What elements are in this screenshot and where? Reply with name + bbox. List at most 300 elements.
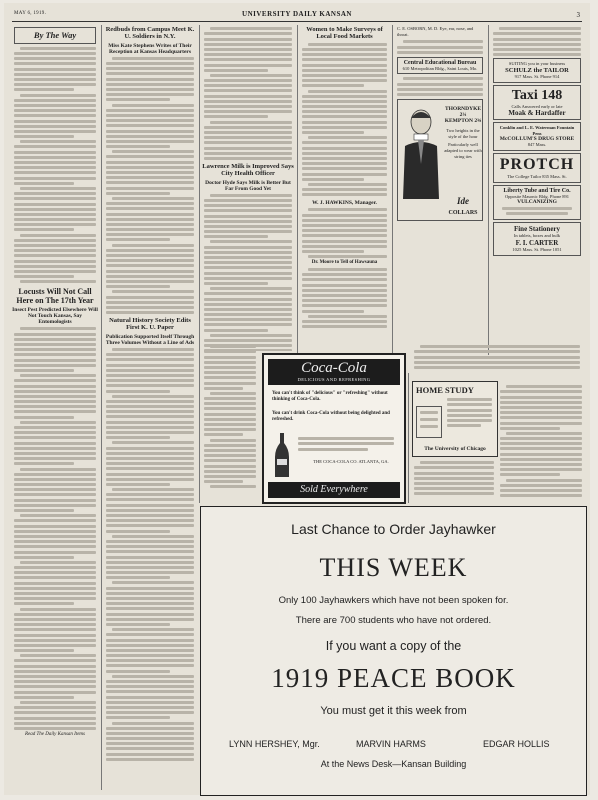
text-line — [14, 145, 96, 148]
text-line — [14, 509, 74, 512]
text-line — [506, 479, 582, 482]
text-line — [14, 120, 96, 123]
text-line — [302, 152, 387, 155]
schulz-name: SCHULZ the TAILOR — [505, 66, 569, 74]
article-body — [104, 348, 196, 761]
text-line — [302, 304, 387, 307]
text-line — [210, 392, 256, 395]
text-line — [14, 114, 96, 117]
text-line — [20, 94, 96, 97]
text-line — [20, 187, 96, 190]
text-line — [106, 358, 194, 361]
text-line — [14, 338, 96, 341]
text-line — [14, 597, 96, 600]
text-line — [106, 379, 194, 382]
text-line — [308, 90, 387, 93]
text-line — [14, 634, 96, 637]
text-line — [493, 32, 581, 35]
text-line — [20, 374, 96, 377]
text-line — [302, 250, 364, 253]
jayhawker-ad — [200, 506, 587, 796]
text-line — [106, 301, 194, 304]
text-line — [106, 405, 194, 408]
text-line — [106, 758, 194, 761]
column-rule — [101, 25, 102, 790]
text-line — [106, 623, 170, 626]
column-6-ads — [491, 25, 583, 365]
issue-date: MAY 6, 1919. — [14, 11, 47, 16]
text-line — [204, 251, 292, 254]
drug-store-address: 847 Mass. — [527, 142, 547, 148]
text-line — [302, 58, 387, 61]
text-line — [106, 540, 194, 543]
man-portrait-illustration — [401, 104, 441, 199]
text-line — [204, 110, 292, 113]
text-line — [302, 273, 387, 276]
text-line — [106, 602, 194, 605]
text-line — [14, 540, 96, 543]
text-line — [403, 40, 483, 43]
text-line — [204, 266, 292, 269]
text-line — [414, 361, 580, 364]
text-line — [414, 356, 580, 359]
text-line — [14, 431, 96, 434]
text-line — [14, 364, 96, 367]
text-line — [302, 84, 364, 87]
taxi-number: Taxi 148 — [511, 87, 563, 103]
text-line — [106, 88, 194, 91]
text-line — [106, 576, 170, 579]
collar-heights-text: Two heights in the style of the hour — [446, 128, 480, 139]
drug-store-name: McCOLLUM'S DRUG STORE — [499, 136, 575, 143]
text-line — [204, 53, 292, 56]
article-body — [300, 208, 389, 258]
text-line — [500, 442, 582, 445]
text-line — [302, 147, 387, 150]
text-line — [302, 294, 387, 297]
text-line — [14, 395, 96, 398]
text-line — [106, 259, 194, 262]
text-line — [14, 628, 96, 631]
text-line — [414, 477, 494, 480]
text-line — [204, 366, 256, 369]
text-line — [112, 290, 194, 293]
text-line — [500, 416, 582, 419]
text-line — [14, 254, 96, 257]
text-line — [106, 374, 194, 377]
jayhawker-title: Last Chance to Order Jayhawker — [291, 521, 496, 537]
home-study-emblem — [416, 406, 442, 438]
text-line — [302, 64, 387, 67]
text-line — [106, 369, 194, 372]
text-line — [106, 426, 194, 429]
text-line — [414, 472, 494, 475]
text-line — [302, 193, 387, 196]
collar-subtext: Particularly well adapted to wear with string ties — [444, 142, 482, 159]
text-line — [500, 401, 582, 404]
text-line — [14, 556, 74, 559]
text-line — [210, 240, 292, 243]
text-line — [506, 385, 582, 388]
text-line — [500, 463, 582, 466]
jayhawker-line-1: Only 100 Jayhawkers which have not been spoken for. — [278, 595, 509, 606]
home-study-ad — [412, 381, 498, 457]
text-line — [414, 482, 494, 485]
text-line — [106, 711, 194, 714]
article-body — [12, 327, 98, 729]
column-rule — [297, 25, 298, 355]
text-line — [106, 597, 194, 600]
text-line — [106, 390, 170, 393]
text-line — [14, 499, 96, 502]
vulcanizing: VULCANIZING — [517, 199, 557, 206]
page-number: 3 — [576, 11, 580, 19]
text-line — [302, 219, 387, 222]
protch-sub: The College Tailor 835 Mass. St. — [507, 174, 567, 180]
text-line — [14, 333, 96, 336]
text-line — [302, 48, 387, 51]
text-line — [14, 203, 96, 206]
coca-cola-ad — [262, 353, 406, 504]
text-line — [106, 421, 194, 424]
collar-ad-text — [442, 106, 484, 159]
text-line — [302, 278, 387, 281]
text-line — [302, 299, 387, 302]
text-line — [106, 524, 194, 527]
text-line — [204, 387, 243, 390]
text-line — [210, 485, 256, 488]
jayhawker-location: At the News Desk—Kansan Building — [320, 759, 467, 769]
text-line — [500, 437, 582, 440]
text-line — [14, 218, 96, 221]
text-line — [414, 350, 580, 353]
text-line — [106, 166, 194, 169]
text-line — [14, 447, 96, 450]
text-line — [308, 268, 387, 271]
text-line — [112, 581, 194, 584]
text-line — [106, 457, 194, 460]
text-line — [106, 550, 194, 553]
text-line — [106, 716, 170, 719]
text-line — [204, 444, 256, 447]
text-line — [106, 462, 194, 465]
text-line — [14, 99, 96, 102]
text-line — [106, 654, 194, 657]
text-line — [14, 379, 96, 382]
article-body — [202, 27, 294, 160]
text-line — [106, 447, 194, 450]
text-line — [112, 395, 194, 398]
text-line — [14, 265, 96, 268]
text-line — [500, 427, 560, 430]
text-line — [14, 717, 96, 720]
text-line — [106, 431, 194, 434]
text-line — [106, 571, 194, 574]
text-line — [106, 83, 194, 86]
text-line — [106, 680, 194, 683]
text-line — [14, 166, 96, 169]
text-line — [14, 665, 96, 668]
text-line — [308, 183, 387, 186]
text-line — [14, 223, 96, 226]
text-line — [302, 157, 387, 160]
text-line — [414, 487, 494, 490]
text-line — [420, 345, 580, 348]
text-line — [210, 334, 292, 337]
coca-cola-logo: Coca-Cola — [301, 360, 367, 376]
column-rule — [199, 353, 200, 503]
collar-style-1: THORNDYKE 2¼ — [444, 106, 482, 118]
text-line — [106, 98, 170, 101]
taxi-firm: Moak & Hardaffer — [508, 109, 566, 118]
text-line — [14, 545, 96, 548]
text-line — [308, 208, 387, 211]
text-line — [106, 218, 194, 221]
text-line — [106, 254, 194, 257]
text-line — [106, 187, 194, 190]
text-line — [500, 390, 582, 393]
text-line — [414, 492, 494, 495]
text-line — [14, 525, 96, 528]
text-line — [14, 462, 74, 465]
text-line — [204, 115, 268, 118]
text-line — [302, 131, 364, 134]
redbuds-headline: Redbuds from Campus Meet K. U. Soldiers in N.Y. — [105, 26, 195, 40]
text-line — [500, 406, 582, 409]
manager-name: W. J. HAWKINS, Manager. — [312, 200, 377, 207]
drug-store-ad — [493, 122, 581, 151]
text-line — [302, 105, 387, 108]
by-the-way-header — [14, 27, 96, 44]
text-line — [302, 74, 387, 77]
liberty-tire-ad — [493, 185, 581, 221]
text-line — [204, 413, 256, 416]
text-line — [14, 613, 96, 616]
article-body — [300, 43, 389, 196]
text-line — [204, 480, 243, 483]
text-line — [14, 348, 96, 351]
text-line — [204, 64, 292, 67]
home-study-title: HOME STUDY — [416, 385, 474, 395]
text-line — [204, 308, 292, 311]
jayhawker-line-3: If you want a copy of the — [325, 639, 462, 653]
protch-name: PROTCH — [499, 156, 575, 174]
text-line — [204, 43, 292, 46]
women-survey-headline: Women to Make Surveys of Local Food Markets — [306, 26, 383, 40]
text-line — [112, 244, 194, 247]
text-line — [106, 228, 194, 231]
article-body — [395, 40, 485, 53]
text-line — [204, 402, 256, 405]
text-line — [106, 296, 194, 299]
article-body — [498, 385, 584, 497]
text-line — [106, 514, 194, 517]
text-line — [397, 93, 483, 96]
text-line — [204, 136, 292, 139]
stationery-sub: In tablets, boxes and bulk — [513, 233, 561, 239]
text-line — [302, 110, 387, 113]
column-2 — [104, 25, 196, 795]
carter-stationery-ad — [493, 222, 581, 255]
text-line — [414, 466, 494, 469]
stationery-title: Fine Stationery — [513, 225, 561, 234]
text-line — [204, 361, 256, 364]
text-line — [14, 727, 96, 730]
text-line — [106, 436, 170, 439]
text-line — [14, 623, 96, 626]
text-line — [500, 453, 582, 456]
text-line — [210, 439, 256, 442]
text-line — [302, 289, 387, 292]
text-line — [106, 213, 194, 216]
text-line — [302, 79, 387, 82]
text-line — [204, 397, 256, 400]
text-line — [204, 152, 292, 155]
text-line — [302, 162, 387, 165]
carter-name: F. I. CARTER — [515, 238, 559, 247]
coca-cola-body-1: You can't think of "delicious" or "refreshing" without thinking of Coca-Cola. — [272, 391, 388, 402]
text-line — [106, 62, 194, 65]
text-line — [112, 150, 194, 153]
text-line — [204, 95, 292, 98]
text-line — [14, 706, 96, 709]
text-line — [204, 105, 292, 108]
text-line — [106, 556, 194, 559]
text-line — [397, 88, 483, 91]
text-line — [106, 109, 194, 112]
text-line — [106, 483, 170, 486]
text-line — [14, 88, 74, 91]
text-line — [210, 345, 256, 348]
text-line — [106, 233, 194, 236]
text-line — [106, 732, 194, 735]
text-line — [14, 343, 96, 346]
text-line — [210, 194, 292, 197]
taxi-ad — [493, 85, 581, 121]
text-line — [14, 680, 96, 683]
text-line — [302, 100, 387, 103]
column-rule — [392, 25, 393, 355]
text-line — [204, 376, 256, 379]
text-line — [204, 141, 292, 144]
text-line — [302, 240, 387, 243]
text-line — [14, 644, 96, 647]
text-line — [106, 119, 194, 122]
text-line — [112, 197, 194, 200]
article-body — [300, 268, 389, 328]
text-line — [204, 157, 292, 160]
text-line — [302, 121, 387, 124]
text-line — [204, 126, 292, 129]
text-line — [204, 89, 292, 92]
text-line — [20, 327, 96, 330]
text-line — [308, 315, 387, 318]
text-line — [106, 353, 194, 356]
text-line — [106, 67, 194, 70]
coca-cola-body-2: You can't drink Coca-Cola without being delighted and refreshed. — [272, 411, 390, 422]
text-line — [106, 498, 194, 501]
text-line — [397, 83, 483, 86]
text-line — [14, 151, 96, 154]
text-line — [106, 618, 194, 621]
text-line — [204, 215, 292, 218]
text-line — [302, 320, 387, 323]
liberty-name: Liberty Tube and Tire Co. — [503, 187, 571, 194]
schulz-tailor-ad — [493, 58, 581, 82]
text-line — [14, 416, 74, 419]
text-line — [204, 277, 292, 280]
text-line — [493, 43, 581, 46]
text-line — [106, 659, 194, 662]
text-line — [20, 514, 96, 517]
column-3-lower — [202, 343, 258, 503]
text-line — [106, 285, 170, 288]
text-line — [204, 225, 292, 228]
text-line — [204, 433, 243, 436]
osborn-ad: C. E. OSBORN, M. D. Eye, ear, nose, and throat. — [397, 26, 474, 37]
text-line — [106, 238, 170, 241]
text-line — [106, 207, 194, 210]
text-line — [106, 311, 194, 314]
text-line — [106, 223, 194, 226]
text-line — [14, 442, 96, 445]
newspaper-page — [4, 3, 590, 795]
text-line — [106, 452, 194, 455]
column-rule — [199, 25, 200, 355]
text-line — [14, 592, 96, 595]
home-study-text — [445, 396, 494, 429]
text-line — [14, 369, 74, 372]
text-line — [106, 155, 194, 158]
text-line — [14, 208, 96, 211]
text-line — [204, 428, 256, 431]
text-line — [397, 46, 483, 49]
text-line — [14, 171, 96, 174]
text-line — [106, 504, 194, 507]
article-body — [12, 47, 98, 283]
text-line — [112, 675, 194, 678]
text-line — [106, 592, 194, 595]
text-line — [14, 62, 96, 65]
text-line — [14, 197, 96, 200]
text-line — [302, 167, 387, 170]
moore-headline: Dr. Moore to Tell of Hawsauna — [311, 260, 378, 266]
text-line — [106, 130, 194, 133]
text-line — [14, 426, 96, 429]
text-line — [14, 483, 96, 486]
central-bureau-address: 610 Metropolitan Bldg., Saint Louis, Mo. — [402, 65, 478, 71]
text-line — [14, 587, 96, 590]
text-line — [500, 484, 582, 487]
text-line — [204, 318, 292, 321]
text-line — [204, 48, 292, 51]
text-line — [302, 95, 387, 98]
text-line — [204, 292, 292, 295]
text-line — [14, 161, 96, 164]
text-line — [14, 359, 96, 362]
text-line — [106, 587, 194, 590]
column-1 — [12, 25, 98, 795]
text-line — [14, 457, 96, 460]
liberty-address: Opposite Masonic Bldg. Phone 891 — [504, 193, 570, 199]
text-line — [14, 353, 96, 356]
text-line — [106, 696, 194, 699]
text-line — [106, 192, 170, 195]
text-line — [14, 535, 96, 538]
article-body — [202, 194, 294, 351]
text-line — [500, 447, 582, 450]
text-line — [106, 561, 194, 564]
